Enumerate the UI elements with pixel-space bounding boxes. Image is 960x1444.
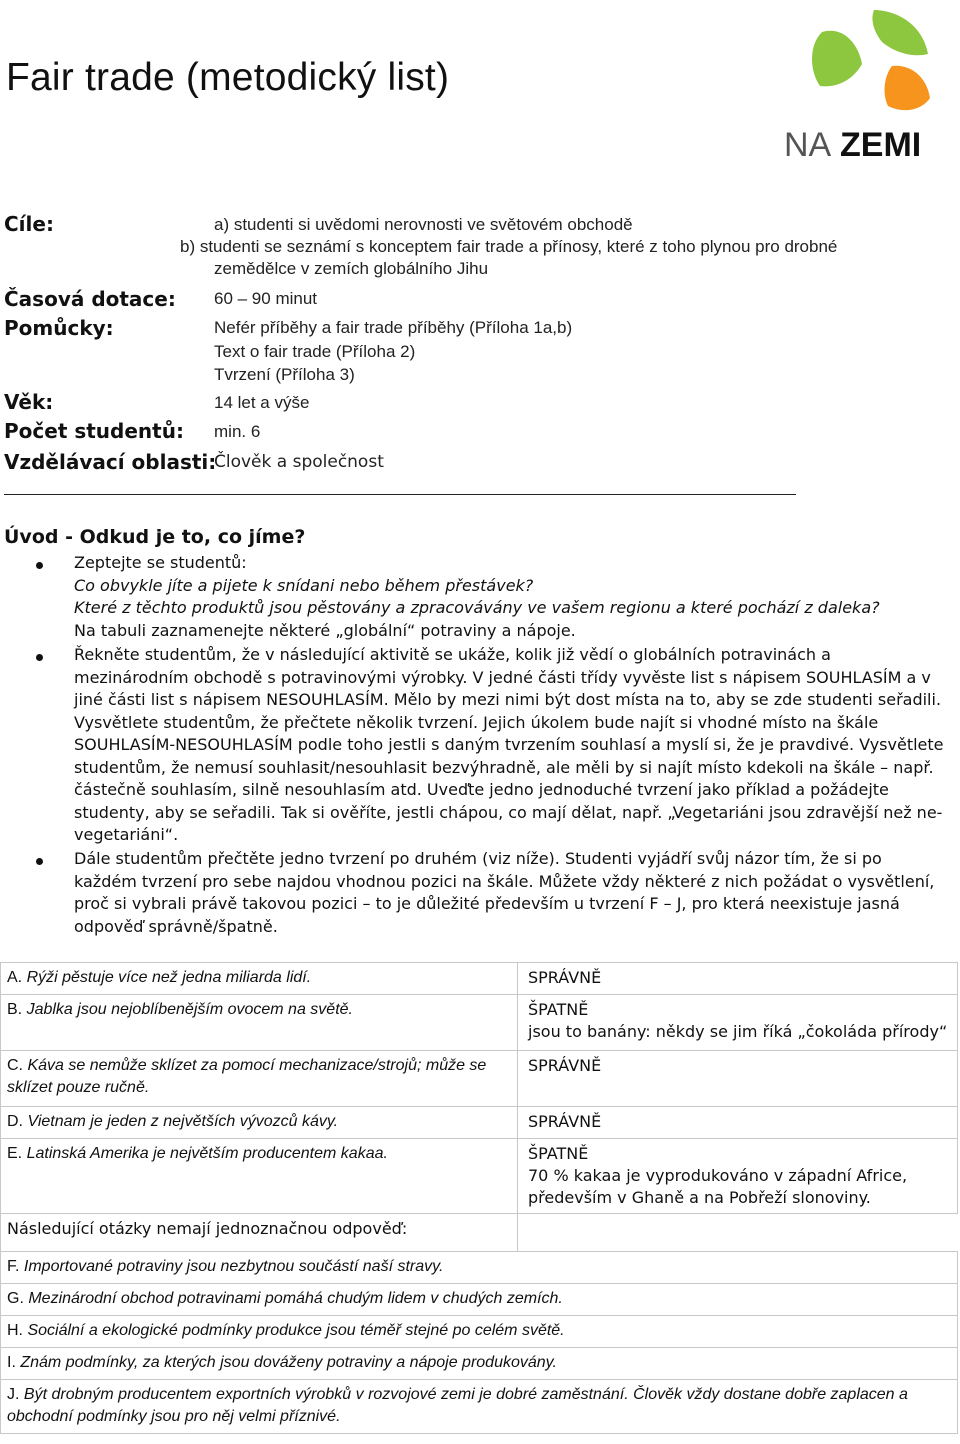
claim-letter: G. xyxy=(7,1290,24,1307)
goals-line: zemědělce v zemích globálního Jihu xyxy=(214,259,489,278)
intro-line: každém tvrzení pro sebe najdou vhodnou pozici na škále. Můžete vždy některé z nich požádat o vysvětlení, xyxy=(74,871,935,891)
table-row xyxy=(1,1107,958,1139)
answer-cell xyxy=(518,1051,958,1107)
table-row xyxy=(1,1380,958,1434)
table-row xyxy=(1,1316,958,1348)
students-label: Počet studentů: xyxy=(4,419,184,443)
intro-line: studenty, aby se seřadili. Tak si ověříte, jestli chápou, co mají dělat, např. „Vegetariáni jsou zdravější než ne- xyxy=(74,802,943,822)
answer-cell xyxy=(518,1107,958,1139)
claim-text: Být drobným producentem exportních výrobků v rozvojové zemi je dobré zaměstnání. Člověk vždy dostane dobře zaplacen a obchodní podmínky jsou pro něj velmi příznivé. xyxy=(7,1386,908,1425)
claim-letter: J. xyxy=(7,1386,20,1403)
nazemi-logo xyxy=(782,2,942,162)
claim-text: Vietnam je jeden z největších vývozců kávy. xyxy=(27,1113,339,1130)
claim-cell xyxy=(1,1380,958,1434)
open-heading-cell xyxy=(1,1214,518,1252)
intro-line: proč si vybrali právě takovou pozici – to je důležité především u tvrzení F – J, pro která neexistuje jasná xyxy=(74,894,900,913)
intro-line: odpověď správně/špatně. xyxy=(74,916,278,936)
table-row xyxy=(1,963,958,995)
divider-line xyxy=(4,494,796,495)
empty-cell xyxy=(518,1214,958,1252)
claim-cell xyxy=(1,1139,518,1214)
claim-cell xyxy=(1,1107,518,1139)
claim-letter: E. xyxy=(7,1145,23,1162)
answer-cell xyxy=(518,995,958,1051)
intro-line: částečně souhlasím, silně nesouhlasím atd. Uveďte jedno jednoduché tvrzení jako příklad a požádejte xyxy=(74,780,889,799)
claims-table xyxy=(0,962,958,1434)
intro-bullet-1 xyxy=(74,552,958,642)
table-row xyxy=(1,1284,958,1316)
answer-label: ŠPATNĚ xyxy=(528,1000,589,1019)
students-value: min. 6 xyxy=(214,422,261,441)
table-row xyxy=(1,1214,958,1252)
bullet-icon xyxy=(36,562,43,569)
logo-text-na: NA xyxy=(784,126,832,162)
logo-text-zemi: ZEMI xyxy=(840,126,922,162)
intro-line: Vysvětlete studentům, že přečtete několik tvrzení. Jejich úkolem bude najít si vhodné místo na škále xyxy=(74,712,879,732)
answer-cell xyxy=(518,1139,958,1214)
page-title: Fair trade (metodický list) xyxy=(6,56,450,99)
claim-text: Káva se nemůže sklízet za pomocí mechanizace/strojů; může se sklízet pouze ručně. xyxy=(7,1057,487,1096)
intro-text: Zeptejte se studentů: xyxy=(74,553,247,572)
intro-line: mezinárodním obchodě s potravinovými výrobky. V jedné části třídy vyvěste list s nápisem SOUHLASÍM a v xyxy=(74,667,931,687)
claim-cell xyxy=(1,995,518,1051)
intro-line: Dále studentům přečtěte jedno tvrzení po druhém (viz níže). Studenti vyjádří svůj názor tím, že si po xyxy=(74,849,882,868)
open-questions-heading: Následující otázky nemají jednoznačnou odpověď: xyxy=(7,1219,408,1238)
intro-question: Které z těchto produktů jsou pěstovány a zpracovávány ve vašem regionu a které pochází z daleka? xyxy=(74,598,880,617)
table-row xyxy=(1,1139,958,1214)
area-value: Člověk a společnost xyxy=(214,452,384,472)
claim-text: Rýži pěstuje více než jedna miliarda lidí. xyxy=(26,969,312,986)
claim-letter: H. xyxy=(7,1322,23,1339)
claim-text: Latinská Amerika je největším producentem kakaa. xyxy=(26,1145,388,1162)
intro-text: Na tabuli zaznamenejte některé „globální“ potraviny a nápoje. xyxy=(74,620,576,640)
bullet-icon xyxy=(36,654,43,661)
claim-cell xyxy=(1,963,518,995)
age-value: 14 let a výše xyxy=(214,393,310,412)
claim-cell xyxy=(1,1252,958,1284)
claim-text: Mezinárodní obchod potravinami pomáhá chudým lidem v chudých zemích. xyxy=(28,1290,563,1307)
claim-text: Jablka jsou nejoblíbenějším ovocem na světě. xyxy=(26,1001,353,1018)
answer-label: SPRÁVNĚ xyxy=(528,1112,602,1131)
aids-line: Tvrzení (Příloha 3) xyxy=(214,365,355,384)
intro-line: SOUHLASÍM-NESOUHLASÍM podle toho jestli s daným tvrzením souhlasí a myslí si, že je pravdivé. Vysvětlete xyxy=(74,735,944,754)
claim-letter: D. xyxy=(7,1113,23,1130)
claim-cell xyxy=(1,1316,958,1348)
claim-letter: F. xyxy=(7,1258,20,1275)
answer-cell xyxy=(518,963,958,995)
bullet-icon xyxy=(36,858,43,865)
claim-text: Sociální a ekologické podmínky produkce jsou téměř stejné po celém světě. xyxy=(27,1322,565,1339)
intro-line: jiné části list s nápisem NESOUHLASÍM. Mělo by mezi nimi být dost místa na to, aby se zde studenti seřadili. xyxy=(74,690,942,709)
intro-question: Co obvykle jíte a pijete k snídani nebo během přestávek? xyxy=(74,575,534,595)
claim-cell xyxy=(1,1348,958,1380)
claim-text: Importované potraviny jsou nezbytnou součástí naší stravy. xyxy=(23,1258,444,1275)
aids-line: Text o fair trade (Příloha 2) xyxy=(214,342,416,361)
intro-line: studentům, že nemusí souhlasit/nesouhlasit bezvýhradně, ale měli by si najít místo kdekoli na škále – např. xyxy=(74,757,934,777)
intro-heading: Úvod - Odkud je to, co jíme? xyxy=(4,526,306,548)
intro-line: vegetariáni“. xyxy=(74,825,179,844)
table-row xyxy=(1,1252,958,1284)
intro-line: Řekněte studentům, že v následující aktivitě se ukáže, kolik již vědí o globálních potravinách a xyxy=(74,645,831,664)
goals-line: a) studenti si uvědomi nerovnosti ve světovém obchodě xyxy=(214,215,633,234)
claim-letter: C. xyxy=(7,1057,23,1074)
answer-label: ŠPATNĚ xyxy=(528,1144,589,1163)
aids-label: Pomůcky: xyxy=(4,316,114,340)
nazemi-logo-icon xyxy=(782,2,942,162)
aids-line: Nefér příběhy a fair trade příběhy (Příloha 1a,b) xyxy=(214,318,573,337)
table-row xyxy=(1,995,958,1051)
time-label: Časová dotace: xyxy=(4,287,176,311)
answer-note: 70 % kakaa je vyprodukováno v západní Africe, především v Ghaně a na Pobřeží slonoviny. xyxy=(528,1166,908,1207)
claim-letter: I. xyxy=(7,1354,16,1371)
time-value: 60 – 90 minut xyxy=(214,289,318,308)
answer-label: SPRÁVNĚ xyxy=(528,968,602,987)
claim-letter: B. xyxy=(7,1001,23,1018)
goals-label: Cíle: xyxy=(4,212,54,236)
goals-line: b) studenti se seznámí s konceptem fair trade a přínosy, které z toho plynou pro drobné xyxy=(180,237,838,256)
table-row xyxy=(1,1051,958,1107)
answer-note: jsou to banány: někdy se jim říká „čokoláda přírody“ xyxy=(528,1022,948,1041)
table-row xyxy=(1,1348,958,1380)
answer-label: SPRÁVNĚ xyxy=(528,1056,602,1075)
area-label: Vzdělávací oblasti: xyxy=(4,450,217,474)
claim-cell xyxy=(1,1284,958,1316)
intro-bullet-3 xyxy=(74,848,958,938)
age-label: Věk: xyxy=(4,390,54,414)
claim-letter: A. xyxy=(7,969,23,986)
claim-text: Znám podmínky, za kterých jsou dováženy potraviny a nápoje produkovány. xyxy=(20,1354,557,1371)
claim-cell xyxy=(1,1051,518,1107)
intro-bullet-2 xyxy=(74,644,958,847)
